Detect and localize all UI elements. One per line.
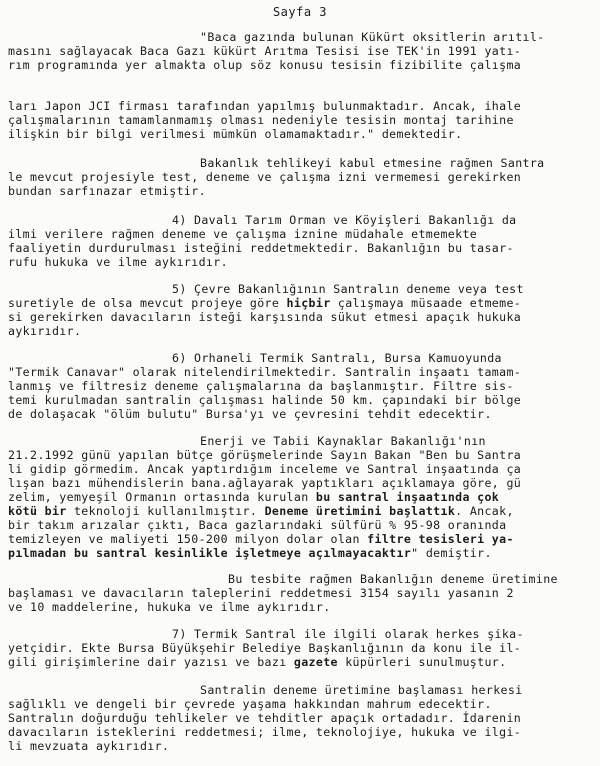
- text-line: [8, 324, 81, 338]
- text-segment: bir takım arızalar çıktı, Baca gazlarındaki sülfürü % 95-98 oranında: [8, 518, 507, 532]
- text-line: [8, 99, 521, 113]
- text-segment: yetçidir. Ekte Bursa Büyükşehir Belediye Başkanlığının da konu ile il-: [8, 641, 522, 655]
- text-segment: Bu tesbite rağmen Bakanlığın deneme üretimine: [228, 572, 558, 586]
- text-line: [8, 393, 521, 407]
- text-segment: si gerekirken davacıların isteği karşısında sükut etmesi apaçık hukuka: [8, 310, 522, 324]
- text-segment: çalışmaya müsaade etmeme-: [330, 296, 522, 310]
- text-line: [8, 227, 477, 241]
- text-segment: ve 10 maddelerine, hukuka ve ilme aykırıdır.: [8, 600, 331, 614]
- text-line: [8, 504, 514, 518]
- text-segment: başlaması ve davacıların taleplerini reddetmesi 3154 sayılı yasanın 2: [8, 586, 514, 600]
- text-segment: temizleyen ve maliyeti 150-200 milyon dolar olan: [8, 532, 368, 546]
- text-segment: suretiyle de olsa mevcut projeye göre: [8, 296, 287, 310]
- bold-text: Deneme üretimini başlattık: [264, 504, 456, 518]
- text-line: [172, 627, 524, 641]
- text-line: [172, 213, 517, 227]
- text-line: [8, 113, 514, 127]
- bold-text: hiçbir: [286, 296, 331, 310]
- text-segment: 7) Termik Santral ile ilgili olarak herkes şika-: [172, 627, 524, 641]
- text-line: [200, 434, 486, 448]
- text-segment: de dolaşacak "ölüm bulutu" Bursa'yı ve çevresini tehdit edecektir.: [8, 407, 492, 421]
- text-line: [8, 641, 521, 655]
- text-segment: rım programında yer almakta olup söz konusu tesisin fizibilite çalışma: [8, 58, 522, 72]
- text-line: [200, 156, 545, 170]
- text-line: [172, 351, 502, 365]
- text-segment: li mevzuata aykırıdır.: [8, 739, 170, 753]
- text-line: [8, 379, 514, 393]
- text-line: [8, 310, 521, 324]
- text-segment: faaliyetin durdurulması isteğini reddetmektedir. Bakanlığın bu tasar-: [8, 241, 514, 255]
- text-segment: teknoloji kullanılmıştır.: [66, 504, 265, 518]
- bold-text: filtre tesisleri ya-: [367, 532, 514, 546]
- text-line: [8, 184, 206, 198]
- text-segment: masını sağlayacak Baca Gazı kükürt Arıtma Tesisi ise TEK'in 1991 yatı-: [8, 44, 522, 58]
- text-line: [8, 546, 492, 560]
- text-segment: 6) Orhaneli Termik Santralı, Bursa Kamuoyunda: [172, 351, 502, 365]
- text-segment: "Baca gazında bulunan Kükürt oksitlerin arıtıl-: [200, 30, 545, 44]
- text-line: [8, 725, 521, 739]
- page-number: Sayfa 3: [272, 5, 328, 19]
- text-line: [200, 683, 523, 697]
- bold-text: kötü bir: [8, 504, 67, 518]
- text-line: [8, 255, 228, 269]
- text-line: [8, 448, 521, 462]
- text-segment: Santralın doğurduğu tehlikeler ve tehditler apaçık ortadadır. İdarenin: [8, 711, 522, 725]
- text-segment: 4) Davalı Tarım Orman ve Köyişleri Bakanlığı da: [172, 213, 517, 227]
- text-line: [8, 44, 521, 58]
- text-segment: li gidip görmedim. Ancak yaptırdığım inceleme ve Santral inşaatında ça: [8, 462, 522, 476]
- text-line: [8, 476, 521, 490]
- text-line: [8, 739, 169, 753]
- text-segment: Bakanlık tehlikeyi kabul etmesine rağmen Santra: [200, 156, 545, 170]
- text-segment: rufu hukuka ve ilme aykırıdır.: [8, 255, 228, 269]
- text-line: [8, 296, 521, 310]
- text-line: [200, 30, 545, 44]
- text-line: [8, 490, 499, 504]
- text-segment: . Ancak,: [455, 504, 514, 518]
- text-segment: temi kurulmadan santralin çalışması halinde 50 km. çapındaki bir bölge: [8, 393, 522, 407]
- text-segment: " demiştir.: [411, 546, 492, 560]
- text-segment: ilmi verilere rağmen deneme ve çalışma iznine müdahale etmemekte: [8, 227, 478, 241]
- bold-text: gazete: [293, 655, 338, 669]
- text-segment: lanmış ve filtresiz deneme çalışmalarına da başlanmıştır. Filtre sis-: [8, 379, 514, 393]
- text-segment: 5) Çevre Bakanlığının Santralın deneme veya test: [172, 282, 524, 296]
- text-line: [172, 282, 524, 296]
- text-segment: zelim, yemyeşil Ormanın ortasında kurulan: [8, 490, 316, 504]
- text-line: [8, 127, 462, 141]
- text-segment: ları Japon JCI firması tarafından yapılmış bulunmaktadır. Ancak, ihale: [8, 99, 522, 113]
- text-line: [8, 407, 492, 421]
- text-segment: bundan sarfınazar etmiştir.: [8, 184, 206, 198]
- text-line: [8, 532, 514, 546]
- text-line: [8, 365, 521, 379]
- text-segment: davacıların isteklerini reddetmesi; ilme, teknolojiye, hukuka ve ilgi-: [8, 725, 522, 739]
- text-segment: "Termik Canavar" olarak nitelendirilmektedir. Santralin inşaatı tamam-: [8, 365, 522, 379]
- text-segment: 21.2.1992 günü yapılan bütçe görüşmelerinde Sayın Bakan "Ben bu Santra: [8, 448, 522, 462]
- text-line: [8, 697, 492, 711]
- text-segment: çalışmalarının tamamlanmamış olması nedeniyle tesisin montaj tarihine: [8, 113, 514, 127]
- text-segment: Enerji ve Tabii Kaynaklar Bakanlığı'nın: [200, 434, 486, 448]
- text-line: [8, 600, 331, 614]
- text-line: [8, 518, 506, 532]
- bold-text: bu santral inşaatında çok: [315, 490, 500, 504]
- text-line: [228, 572, 558, 586]
- text-segment: le mevcut projesiyle test, deneme ve çalışma izni vermemesi gerekirken: [8, 170, 522, 184]
- text-segment: gili girişimlerine dair yazısı ve bazı: [8, 655, 294, 669]
- text-segment: aykırıdır.: [8, 324, 82, 338]
- text-line: [8, 170, 521, 184]
- text-line: [8, 586, 514, 600]
- text-line: [8, 655, 506, 669]
- text-line: [8, 241, 514, 255]
- text-line: [8, 462, 521, 476]
- text-line: [8, 58, 521, 72]
- text-segment: sağlıklı ve dengeli bir çevrede yaşama hakkından mahrum edecektir.: [8, 697, 492, 711]
- text-segment: ilişkin bir bilgi verilmesi mümkün olamamaktadır." demektedir.: [8, 127, 463, 141]
- text-segment: küpürleri sunulmuştur.: [337, 655, 507, 669]
- text-line: [8, 711, 521, 725]
- text-segment: lışan bazı mühendislerin bana.ağlayarak yaptıkları açıklamaya göre, gü: [8, 476, 522, 490]
- bold-text: pılmadan bu santral kesinlikle işletmeye açılmayacaktır: [8, 546, 412, 560]
- text-segment: Santralin deneme üretimine başlaması herkesi: [200, 683, 523, 697]
